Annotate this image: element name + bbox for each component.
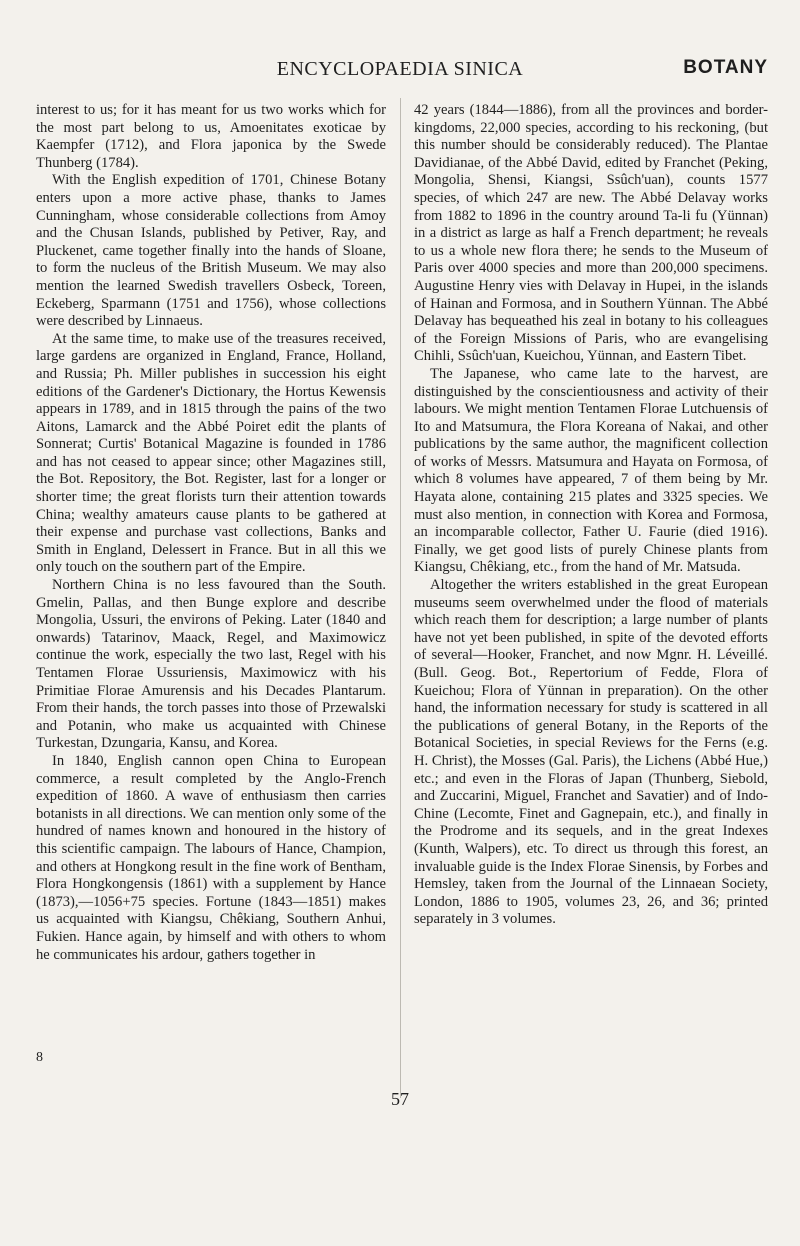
paragraph: At the same time, to make use of the treasures received, large gardens are organized in England, France, Holland, and Russia; Ph. Miller publishes in succession his eight editions of the Gardener's Dictionary, the Hortus Kewensis appears in 1789, and in 1815 through the pains of the two Aitons, Lamarck and the Abbé Poiret edit the plants of Sonnerat; Curtis' Botanical Magazine is founded in 1786 and has not ceased to appear since; other Magazines still, the Bot. Repository, the Bot. Register, last for a longer or shorter time; the great florists turn their attention towards China; wealthy amateurs cause plants to be gathered at their expense and purchase vast collections, Banks and Smith in England, Delessert in France. But in all this we only touch on the southern part of the Empire. — [36, 330, 386, 576]
paragraph: 42 years (1844—1886), from all the provinces and border-kingdoms, 22,000 species, according to his reckoning, (but this number should be considerably reduced). The Plantae Davidianae, of the Abbé David, edited by Franchet (Peking, Mongolia, Shensi, Kiangsi, Ssûch'uan), counts 1577 species, of which 247 are new. The Abbé Delavay works from 1882 to 1896 in the country around Ta-li fu (Yünnan) in a district as large as half a French department; he reveals to us a whole new flora there; he sends to the Museum of Paris over 4000 species and more than 200,000 specimens. Augustine Henry vies with Delavay in Hupei, in the islands of Hainan and Formosa, and in Southern Yünnan. The Abbé Delavay has bequeathed his zeal in botany to his colleagues of the Foreign Missions of Paris, who are evangelising Chihli, Ssûch'uan, Kueichou, Yünnan, and Eastern Tibet. — [414, 102, 768, 365]
page-number: 57 — [391, 1089, 409, 1109]
running-header-title: ENCYCLOPAEDIA SINICA — [276, 58, 524, 80]
paragraph: With the English expedition of 1701, Chinese Botany enters upon a more active phase, thanks to James Cunningham, whose considerable collections from Amoy and the Chusan Islands, published by Petiver, Ray, and Pluckenet, came together finally into the hands of Sloane, to form the nucleus of the British Museum. We may also mention the learned Swedish travellers Osbeck, Toreen, Eckeberg, Sparmann (1751 and 1756), whose collections were described by Linnaeus. — [36, 172, 386, 330]
paragraph: interest to us; for it has meant for us two works which for the most part belong to us, Amoenitates exoticae by Kaempfer (1712), and Flora japonica by the Swede Thunberg (1784). — [36, 102, 386, 171]
paragraph: In 1840, English cannon open China to European commerce, a result completed by the Anglo-French expedition of 1860. A wave of enthusiasm then carries botanists in all directions. We can mention only some of the hundred of names known and honoured in the history of this scientific campaign. The labours of Hance, Champion, and others at Hongkong result in the fine work of Bentham, Flora Hongkongensis (1861) with a supplement by Hance (1873),—1056+75 species. Fortune (1843—1851) makes us acquainted with Kiangsu, Chêkiang, Southern Anhui, Fukien. Hance again, by himself and with others to whom he communicates his ardour, gathers together in — [36, 752, 386, 963]
paragraph: Northern China is no less favoured than the South. Gmelin, Pallas, and then Bunge explore and describe Mongolia, Ussuri, the environs of Peking. Later (1840 and onwards) Tatarinov, Maack, Regel, and Maximowicz continue the work, especially the two last, Regel with his Tentamen Florae Ussuriensis, Maximowicz with his Primitiae Florae Amurensis and his Decades Plantarum. From their hands, the torch passes into those of Przewalski and Potanin, who make us acquainted with Chinese Turkestan, Dzungaria, Kansu, and Korea. — [36, 577, 386, 752]
paragraph: Altogether the writers established in the great European museums seem overwhelmed under the flood of materials which reach them for description; a large number of plants have not yet been published, in spite of the devoted efforts of several—Hooker, Franchet, and now Mgnr. H. Léveillé. (Bull. Geog. Bot., Repertorium of Fedde, Flora of Kueichou; Flora of Yünnan in preparation). On the other hand, the information necessary for study is scattered in all the publications of general Botany, in the Reports of the Botanical Societies, in special Reviews for the Ferns (e.g. H. Christ), the Mosses (Gal. Paris), the Lichens (Abbé Hue,) etc.; and even in the Floras of Japan (Thunberg, Siebold, and Zuccarini, Miguel, Franchet and Savatier) and of Indo-Chine (Lecomte, Finet and Gagnepain, etc.), and finally in the Prodrome and its sequels, and in the great Indexes (Kunth, Walpers), etc. To direct us through this forest, an invaluable guide is the Index Florae Sinensis, by Forbes and Hemsley, taken from the Journal of the Linnaean Society, London, 1886 to 1905, volumes 23, 26, and 36; printed separately in 3 volumes. — [414, 577, 768, 928]
right-column — [414, 102, 768, 929]
running-header-section: BOTANY — [683, 57, 768, 78]
column-divider — [400, 98, 401, 1098]
paragraph: The Japanese, who came late to the harvest, are distinguished by the conscientiousness and activity of their labours. We might mention Tentamen Florae Lutchuensis of Ito and Matsumura, the Flora Koreana of Nakai, and other publications by the same author, the magnificent collection of works of Messrs. Matsumura and Hayata on Formosa, of which 8 volumes have appeared, 7 of them being by Mr. Hayata alone, containing 215 plates and 3325 species. We must also mention, in connection with Korea and Formosa, an incomparable collector, Father U. Faurie (died 1916). Finally, we get good lists of purely Chinese plants from Kiangsu, Chêkiang, etc., from the hand of Mr. Matsuda. — [414, 365, 768, 576]
left-column — [36, 102, 386, 964]
signature-mark: 8 — [36, 1050, 43, 1065]
